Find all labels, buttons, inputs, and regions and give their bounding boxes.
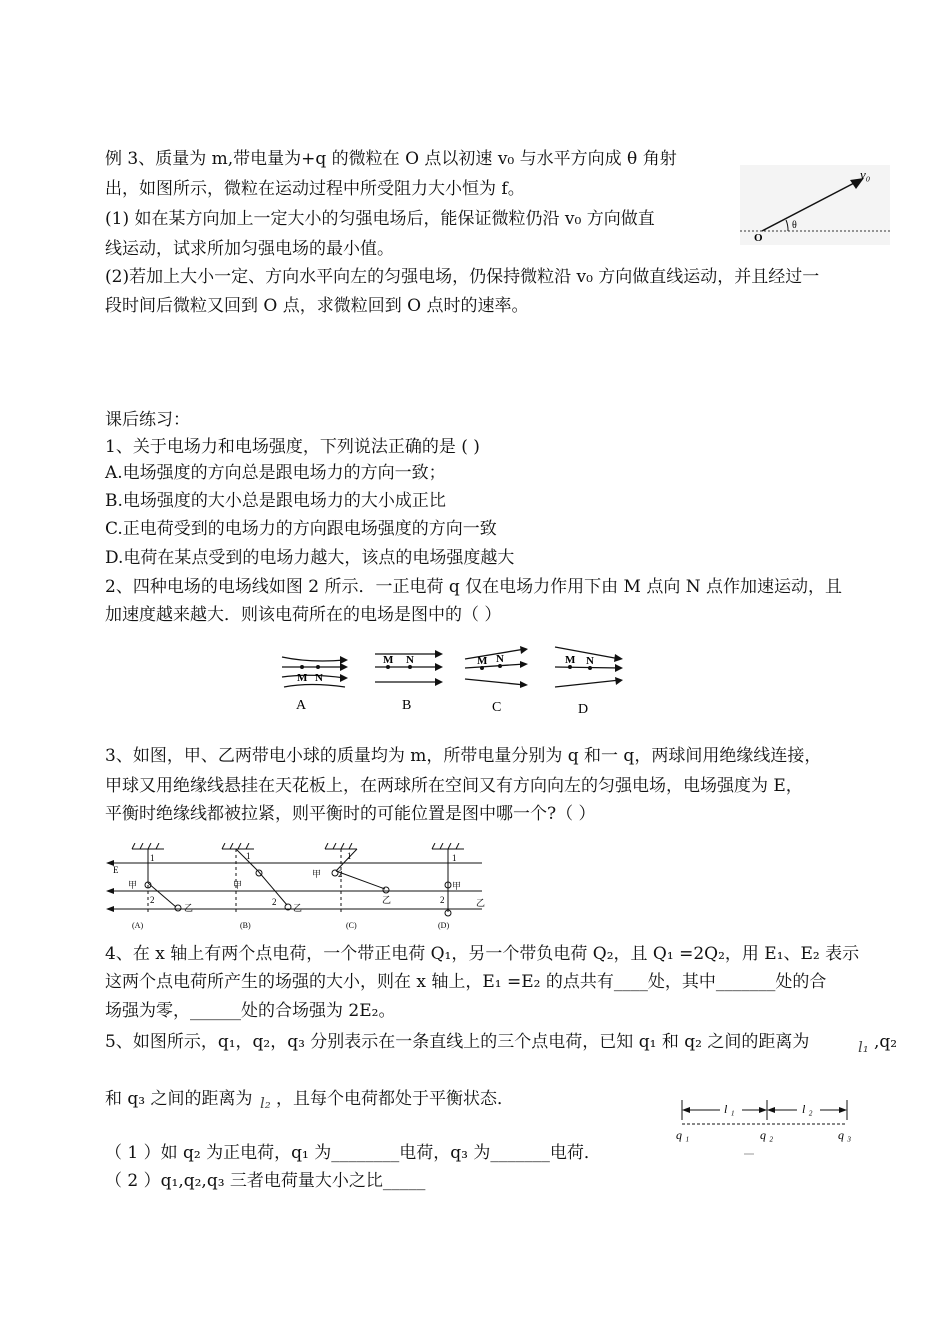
ex3-line-4: 线运动，试求所加匀强电场的最小值。 [105, 239, 394, 259]
q2-field-lines-figure [270, 637, 640, 722]
q5-fig-q3: q ₃ [838, 1128, 852, 1142]
q5-part-1: （ 1 ）如 q₂ 为正电荷，q₁ 为________电荷，q₃ 为_______电荷． [105, 1143, 601, 1163]
q1-option-d: D.电荷在某点受到的电场力越大，该点的电场强度越大 [105, 548, 515, 568]
ex3-line-5: (2)若加上大小一定、方向水平向左的匀强电场，仍保持微粒沿 v₀ 方向做直线运动，并且经过一 [105, 267, 820, 287]
q5-fig-l1: l ₁ [724, 1102, 735, 1116]
q3-b-yi: 乙 [293, 903, 303, 913]
q3-b-2: 2 [272, 897, 277, 907]
q2-b-m: M [383, 654, 394, 666]
q2-a-n: N [315, 672, 323, 684]
q3-balls-figure [102, 843, 502, 931]
q3-a-yi: 乙 [184, 903, 194, 913]
q3-c-1: 1 [347, 851, 352, 861]
q1-option-c: C.正电荷受到的电场力的方向跟电场强度的方向一致 [105, 519, 497, 539]
q3-c-yi: 乙 [382, 895, 392, 905]
q5-part-2: （ 2 ）q₁,q₂,q₃ 三者电荷量大小之比_____ [105, 1171, 426, 1191]
q3-label-c: (C) [346, 921, 357, 930]
q3-field-yi: 乙 [476, 898, 486, 908]
q2-label-a: A [296, 698, 307, 713]
q3-c-jia: 甲 [312, 869, 322, 879]
q2-label-d: D [578, 702, 589, 717]
q3-a-2: 2 [150, 895, 155, 905]
angle-label: θ [792, 220, 797, 231]
q4-line-2: 这两个点电荷所产生的场强的大小，则在 x 轴上，E₁ =E₂ 的点共有____处，其中_______处的合 [105, 972, 827, 992]
origin-label: O [754, 232, 763, 244]
q3-label-d: (D) [438, 921, 450, 930]
q2-b-n: N [406, 654, 414, 666]
q3-line-2: 甲球又用绝缘线悬挂在天花板上，在两球所在空间又有方向向左的匀强电场，电场强度为 E， [105, 776, 803, 796]
ex3-line-2: 出，如图所示，微粒在运动过程中所受阻力大小恒为 f。 [105, 179, 525, 199]
q3-d-jia: 甲 [452, 881, 462, 891]
exercises-heading: 课后练习： [105, 410, 190, 430]
q3-b-jia: 甲 [233, 880, 243, 890]
q5-l2-symbol: l₂ [260, 1094, 271, 1112]
q2-label-b: B [402, 698, 412, 713]
q2-c-m: M [477, 655, 488, 667]
q2-d-n: N [586, 655, 594, 667]
q3-d-2: 2 [440, 895, 445, 905]
q4-line-3: 场强为零，______处的合场强为 2E₂。 [105, 1001, 396, 1021]
q5-line-2-start: 和 q₃ 之间的距离为 [105, 1089, 253, 1109]
q3-c-2: 2 [338, 869, 343, 879]
q5-line-1-tail: ,q₂ [874, 1032, 898, 1052]
ex3-velocity-figure [740, 165, 890, 245]
q5-charges-figure [672, 1095, 862, 1165]
q3-line-3: 平衡时绝缘线都被拉紧，则平衡时的可能位置是图中哪一个?（ ） [105, 804, 596, 824]
v0-label: v₀ [860, 167, 871, 182]
ex3-line-6: 段时间后微粒又回到 O 点，求微粒回到 O 点时的速率。 [105, 296, 529, 316]
q2-line-1: 2、四种电场的电场线如图 2 所示．一正电荷 q 仅在电场力作用下由 M 点向 N 点作加速运动，且 [105, 577, 843, 597]
q3-a-jia: 甲 [128, 880, 138, 890]
q4-line-1: 4、在 x 轴上有两个点电荷，一个带正电荷 Q₁，另一个带负电荷 Q₂，且 Q₁ =2Q₂，用 E₁、E₂ 表示 [105, 944, 860, 964]
q3-label-a: (A) [132, 921, 144, 930]
q5-l1-symbol: l₁ [858, 1038, 869, 1056]
ex3-line-1: 例 3、质量为 m,带电量为+q 的微粒在 O 点以初速 v₀ 与水平方向成 θ 角射 [105, 149, 677, 169]
q2-line-2: 加速度越来越大．则该电荷所在的电场是图中的（ ） [105, 605, 502, 625]
q3-b-1: 1 [246, 851, 251, 861]
q5-fig-l2: l ₂ [802, 1102, 813, 1116]
q3-line-1: 3、如图，甲、乙两带电小球的质量均为 m，所带电量分别为 q 和一 q，两球间用绝缘线连接， [105, 746, 822, 766]
q1-stem: 1、关于电场力和电场强度，下列说法正确的是 ( ) [105, 437, 480, 457]
q3-field-e: E [113, 865, 119, 875]
q5-line-2-tail: ，且每个电荷都处于平衡状态． [276, 1089, 514, 1109]
q3-label-b: (B) [240, 921, 251, 930]
q2-a-m: M [297, 672, 308, 684]
q2-c-n: N [496, 653, 504, 665]
q2-label-c: C [492, 700, 502, 715]
q1-option-a: A.电场强度的方向总是跟电场力的方向一致； [105, 463, 446, 483]
q1-option-b: B.电场强度的大小总是跟电场力的大小成正比 [105, 491, 446, 511]
q2-d-m: M [565, 654, 576, 666]
q5-line-1: 5、如图所示，q₁，q₂，q₃ 分别表示在一条直线上的三个点电荷，已知 q₁ 和 q₂ 之间的距离为 [105, 1032, 810, 1052]
ex3-line-3: (1) 如在某方向加上一定大小的匀强电场后，能保证微粒仍沿 v₀ 方向做直 [105, 209, 655, 229]
q5-fig-q2: q ₂ [760, 1128, 774, 1142]
q3-a-1: 1 [150, 853, 155, 863]
q5-fig-q1: q ₁ [676, 1128, 690, 1142]
q3-d-1: 1 [452, 853, 457, 863]
